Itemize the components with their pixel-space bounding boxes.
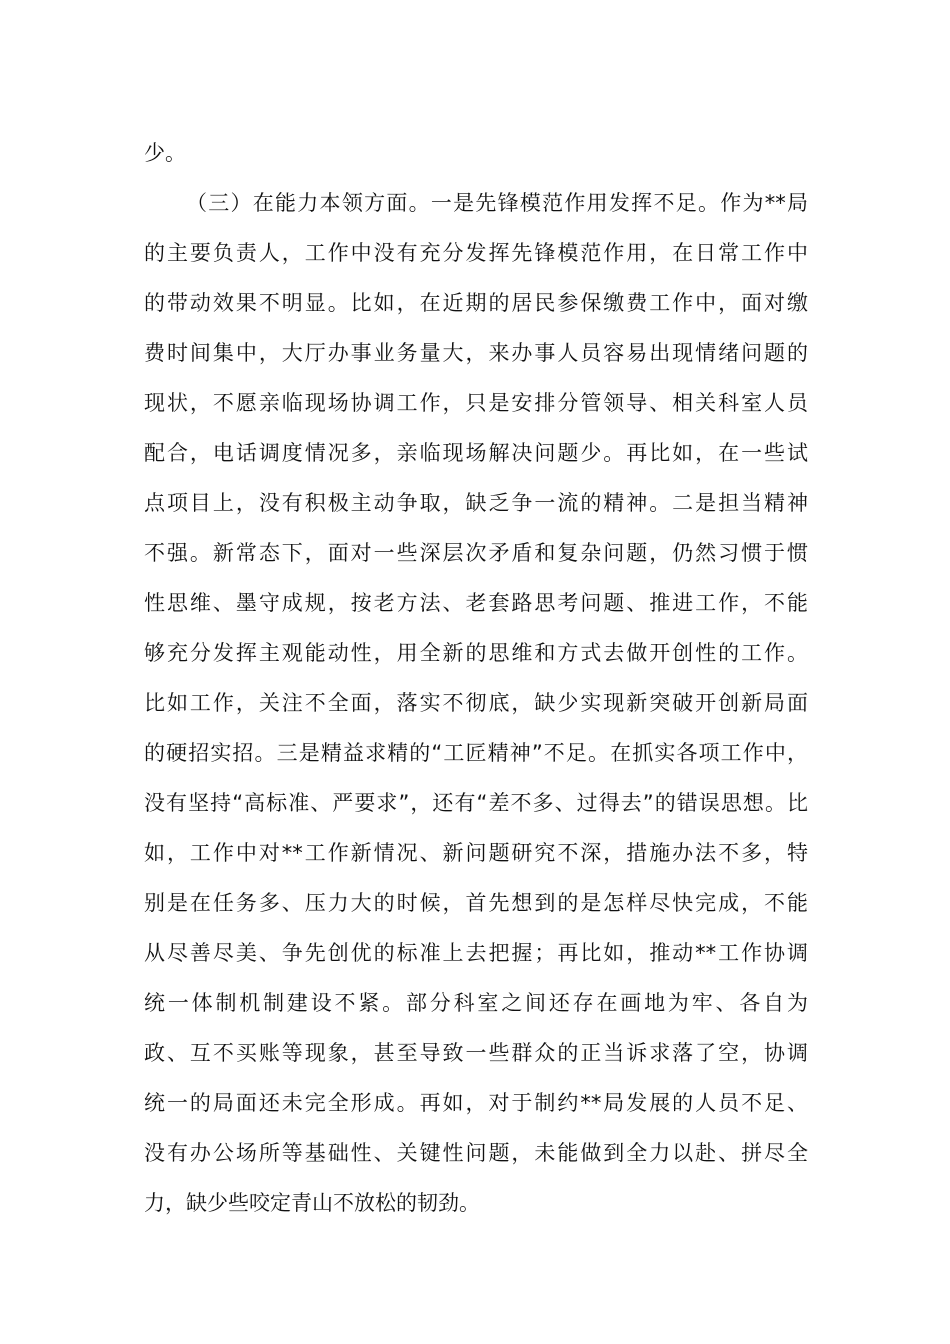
text-line-16: 别是在任务多、压力大的时候，首先想到的是怎样尽快完成，不能 [144,891,808,915]
text-line-7: 配合，电话调度情况多，亲临现场解决问题少。再比如，在一些试 [144,441,808,465]
text-line-5: 费时间集中，大厅办事业务量大，来办事人员容易出现情绪问题的 [144,341,808,365]
text-line-22: 力，缺少些咬定青山不放松的韧劲。 [144,1191,480,1215]
text-line-10: 性思维、墨守成规，按老方法、老套路思考问题、推进工作，不能 [144,591,808,615]
text-line-4: 的带动效果不明显。比如，在近期的居民参保缴费工作中，面对缴 [144,291,808,315]
text-line-14: 没有坚持“高标准、严要求”，还有“差不多、过得去”的错误思想。比 [144,791,808,815]
text-line-1: 少。 [144,141,186,165]
text-line-19: 政、互不买账等现象，甚至导致一些群众的正当诉求落了空，协调 [144,1041,808,1065]
text-line-2: （三）在能力本领方面。一是先锋模范作用发挥不足。作为**局 [186,191,808,215]
text-line-12: 比如工作，关注不全面，落实不彻底，缺少实现新突破开创新局面 [144,691,808,715]
text-line-6: 现状，不愿亲临现场协调工作，只是安排分管领导、相关科室人员 [144,391,808,415]
text-line-15: 如，工作中对**工作新情况、新问题研究不深，措施办法不多，特 [144,841,808,865]
text-line-8: 点项目上，没有积极主动争取，缺乏争一流的精神。二是担当精神 [144,491,808,515]
text-line-13: 的硬招实招。三是精益求精的“工匠精神”不足。在抓实各项工作中， [144,741,808,765]
body-text [144,128,808,1228]
text-line-17: 从尽善尽美、争先创优的标准上去把握；再比如，推动**工作协调 [144,941,808,965]
text-line-11: 够充分发挥主观能动性，用全新的思维和方式去做开创性的工作。 [144,641,808,665]
text-line-18: 统一体制机制建设不紧。部分科室之间还存在画地为牢、各自为 [144,991,808,1015]
text-line-20: 统一的局面还未完全形成。再如，对于制约**局发展的人员不足、 [144,1091,808,1115]
text-line-9: 不强。新常态下，面对一些深层次矛盾和复杂问题，仍然习惯于惯 [144,541,808,565]
text-line-3: 的主要负责人，工作中没有充分发挥先锋模范作用，在日常工作中 [144,241,808,265]
text-line-21: 没有办公场所等基础性、关键性问题，未能做到全力以赴、拼尽全 [144,1141,808,1165]
